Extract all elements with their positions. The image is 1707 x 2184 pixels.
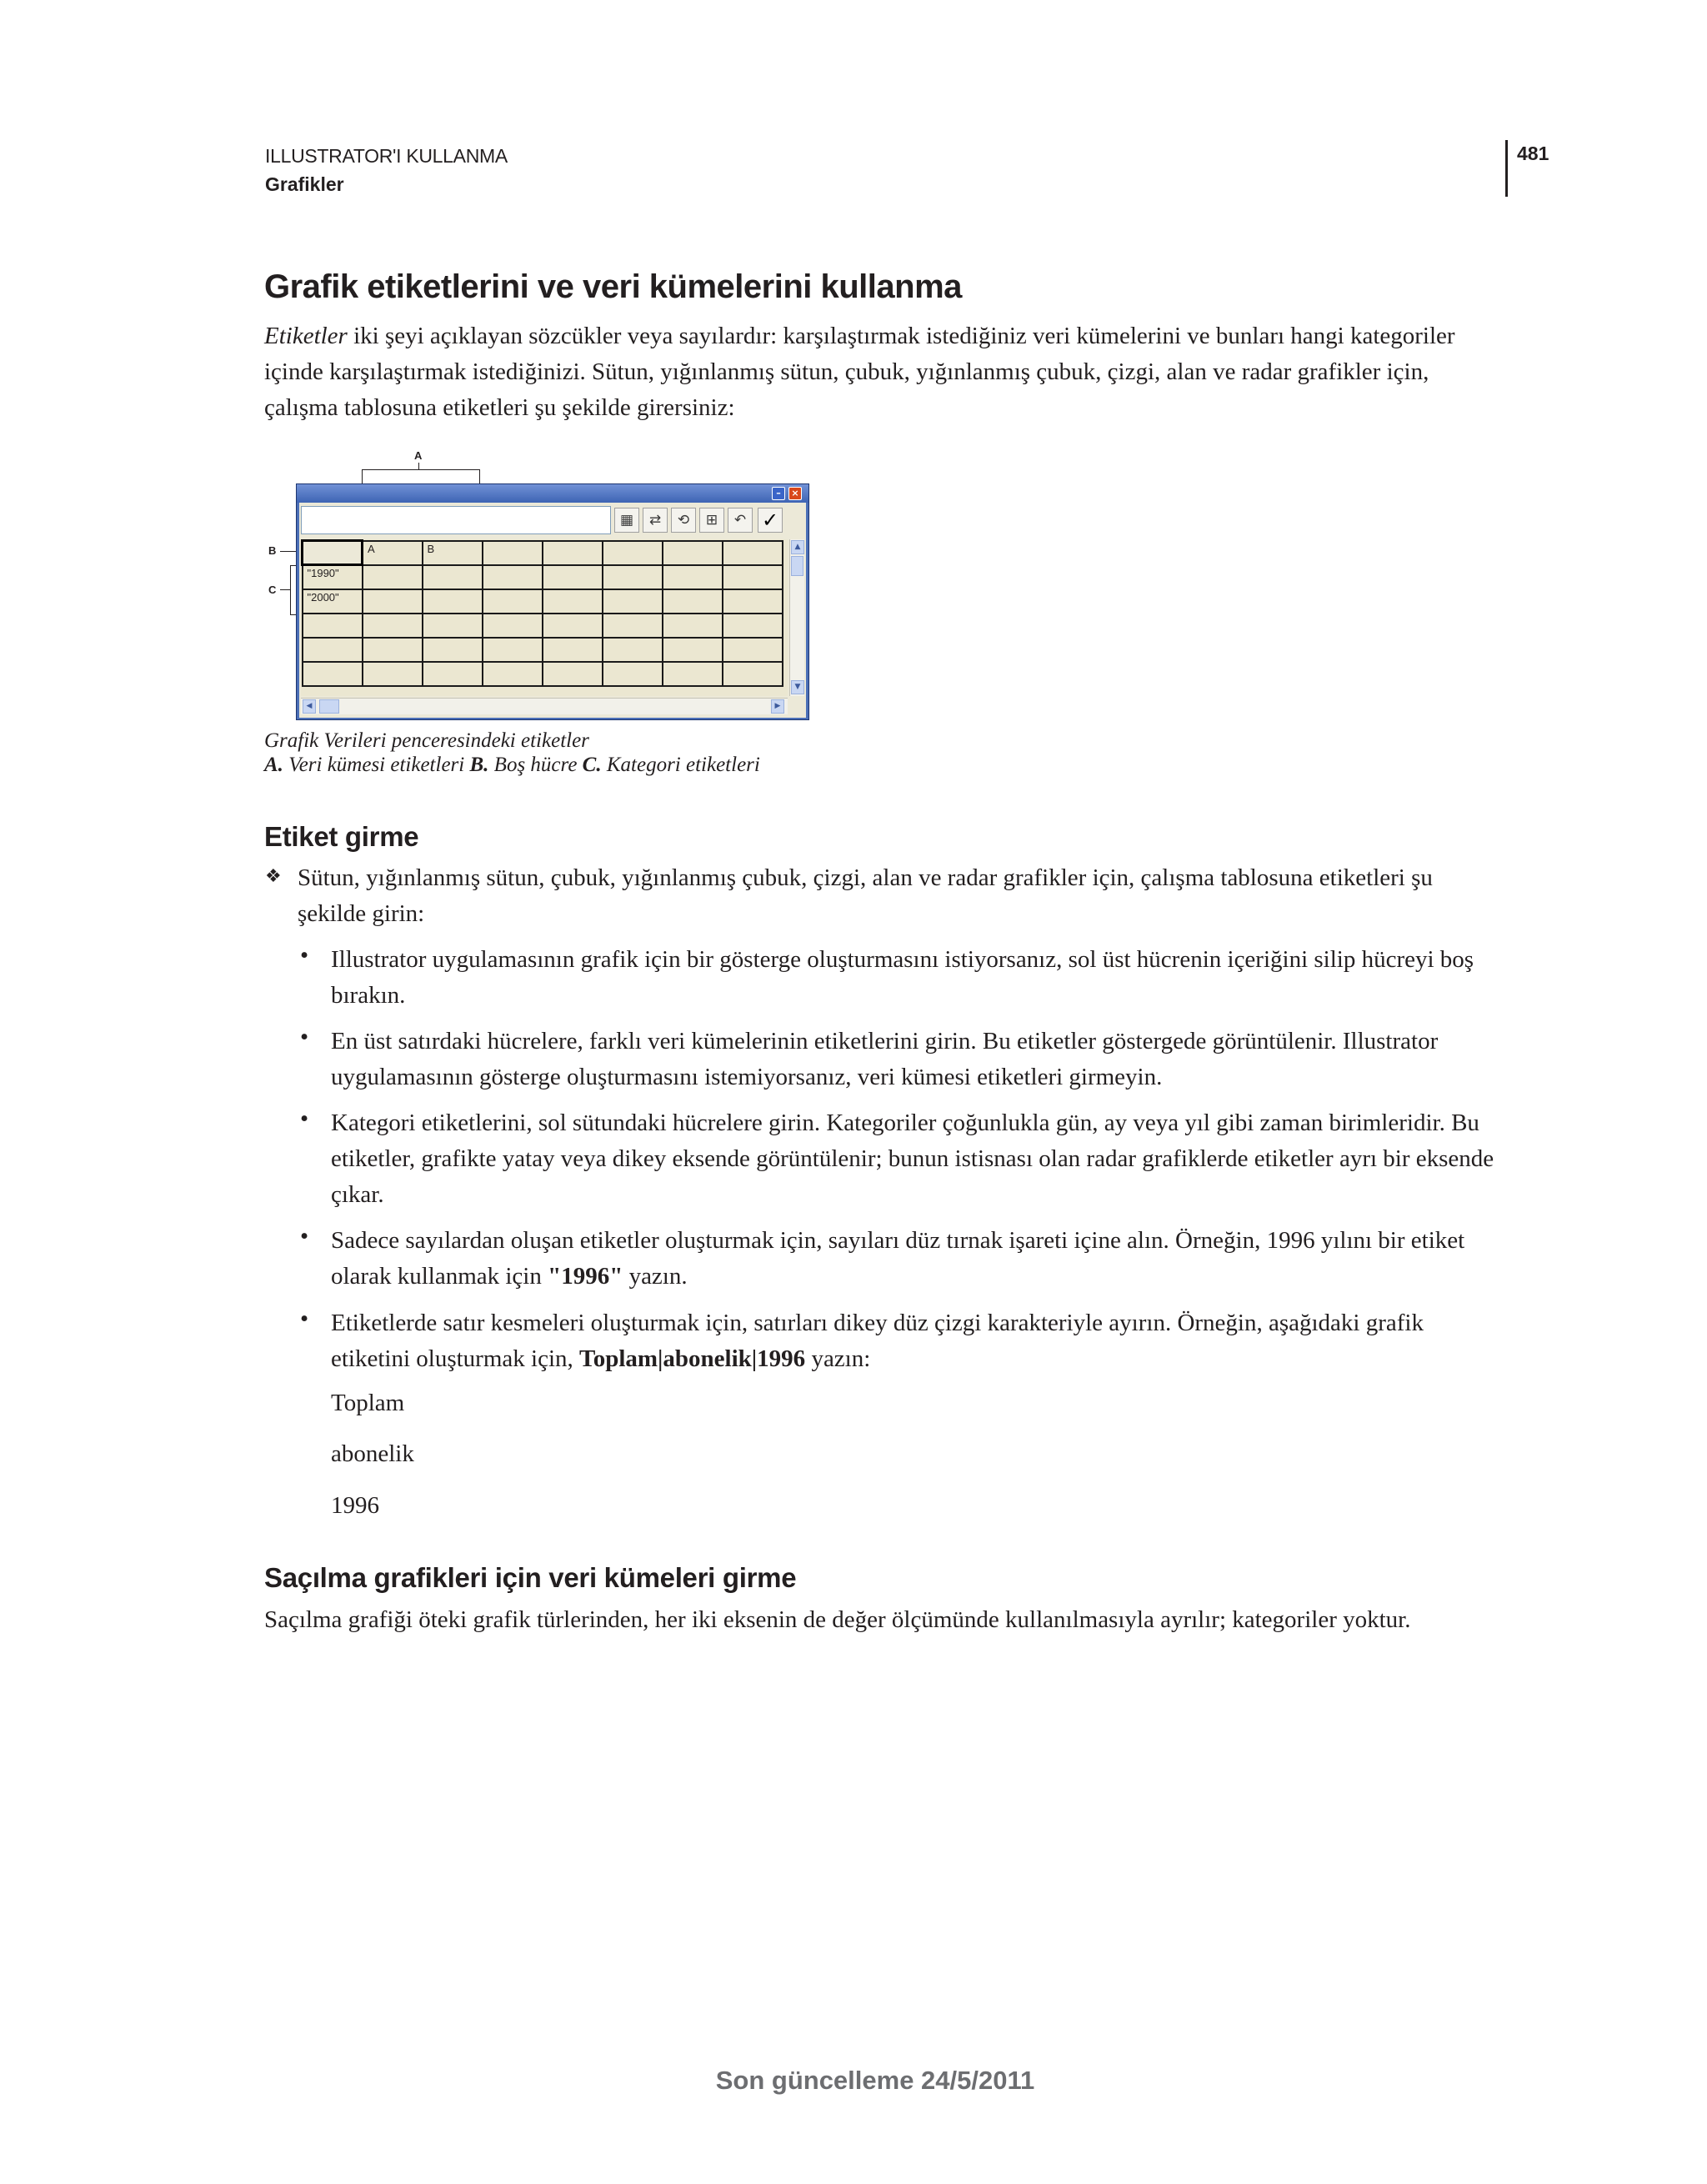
category-label-cell[interactable]: "1990" — [303, 565, 363, 589]
grid-cell[interactable] — [543, 589, 603, 614]
scroll-left-icon[interactable]: ◀ — [303, 699, 316, 714]
grid-cell[interactable] — [363, 565, 423, 589]
grid-cell[interactable] — [663, 565, 723, 589]
bullet-text: Sadece sayılardan oluşan etiketler oluşturmak için, sayıları düz tırnak işareti içine alın. Örneğin, 1996 yılını bir etiket olarak kullanmak için — [331, 1227, 1465, 1290]
grid-cell[interactable] — [423, 614, 483, 638]
grid-cell[interactable] — [423, 662, 483, 686]
grid-cell[interactable] — [423, 565, 483, 589]
grid-cell[interactable] — [483, 614, 543, 638]
scroll-up-icon[interactable]: ▲ — [791, 540, 804, 554]
horizontal-scrollbar[interactable] — [301, 698, 788, 714]
example-line: abonelik — [331, 1440, 414, 1467]
bullet-item: En üst satırdaki hücrelere, farklı veri kümelerinin etiketlerini girin. Bu etiketler göstergede görüntülenir. Illustrator uygulamasının gösterge oluşturmasını istemiyorsanız, veri kümesi etiketleri girmeyin. — [331, 1028, 1439, 1090]
transpose-row-column-icon[interactable]: ⇄ — [643, 508, 668, 533]
header-divider — [1505, 140, 1508, 197]
grid-cell[interactable] — [423, 589, 483, 614]
grid-cell[interactable] — [483, 565, 543, 589]
callout-a-leader — [418, 463, 419, 469]
section-heading-scatter: Saçılma grafikleri için veri kümeleri girme — [264, 1562, 797, 1593]
bullet-icon: • — [300, 942, 309, 969]
worksheet-grid — [301, 539, 788, 696]
footer-last-updated: Son güncelleme 24/5/2011 — [715, 2066, 1035, 2095]
intro-term: Etiketler — [264, 323, 348, 349]
window-title-bar[interactable] — [297, 484, 808, 503]
import-data-icon[interactable]: ▦ — [614, 508, 639, 533]
cell-style-icon[interactable]: ⊞ — [699, 508, 724, 533]
bullet-text: yazın. — [623, 1263, 688, 1290]
grid-cell[interactable] — [663, 589, 723, 614]
grid-cell[interactable] — [723, 541, 783, 565]
grid-cell[interactable] — [603, 565, 663, 589]
scroll-down-icon[interactable]: ▼ — [791, 680, 804, 694]
grid-cell[interactable] — [363, 638, 423, 662]
apply-checkmark-icon[interactable]: ✓ — [758, 508, 783, 533]
callout-a-bracket-top — [362, 469, 480, 470]
bullet-item: Illustrator uygulamasının grafik için bir gösterge oluşturmasını istiyorsanız, sol üst hücrenin içeriğini silip hücreyi boş bırakın. — [331, 946, 1474, 1009]
grid-cell[interactable] — [543, 541, 603, 565]
data-set-label-cell[interactable]: A — [363, 541, 423, 565]
close-icon[interactable]: × — [788, 487, 802, 500]
grid-cell[interactable] — [543, 614, 603, 638]
figure-caption-title: Grafik Verileri penceresindeki etiketler — [264, 729, 589, 752]
grid-cell[interactable] — [303, 638, 363, 662]
cell-entry-input[interactable] — [301, 506, 611, 534]
window-body — [299, 503, 806, 718]
bullet-text: Etiketlerde satır kesmeleri oluşturmak için, satırları dikey düz çizgi karakteriyle ayırın. Örneğin, aşağıdaki grafik etiketini oluşturmak için, — [331, 1310, 1424, 1372]
grid-cell[interactable] — [603, 614, 663, 638]
grid-cell[interactable] — [603, 662, 663, 686]
caption-key-a: A. — [264, 754, 283, 776]
grid-cell[interactable] — [483, 589, 543, 614]
switch-xy-icon[interactable]: ⟲ — [671, 508, 696, 533]
bullet-item: Kategori etiketlerini, sol sütundaki hücrelere girin. Kategoriler çoğunlukla gün, ay veya yıl gibi zaman birimleridir. Bu etiketler, grafikte yatay veya dikey eksende görüntülenir; bunun istisnası olan radar grafiklerde etiketler ayrı bir eksende çıkar. — [331, 1110, 1494, 1208]
bullet-icon: • — [300, 1024, 309, 1050]
intro-paragraph — [264, 318, 1506, 426]
grid-cell[interactable] — [603, 638, 663, 662]
grid-cell[interactable] — [663, 638, 723, 662]
caption-text-c: Kategori etiketleri — [601, 754, 760, 776]
grid-cell[interactable] — [663, 662, 723, 686]
step-diamond-icon: ❖ — [265, 866, 282, 887]
grid-cell[interactable] — [483, 638, 543, 662]
running-header-chapter: Grafikler — [265, 173, 344, 195]
grid-cell[interactable] — [603, 541, 663, 565]
page-number: 481 — [1517, 143, 1549, 164]
grid-cell[interactable] — [363, 589, 423, 614]
callout-c-bracket — [290, 565, 291, 615]
intro-text: iki şeyi açıklayan sözcükler veya sayılardır: karşılaştırmak istediğiniz veri kümelerini ve bunları hangi kategoriler içinde karşılaştırmak istediğinizi. Sütun, yığınlanmış sütun, çubuk, yığınlanmış çubuk, çizgi, alan ve radar grafikler için, çalışma tablosuna etiketleri şu şekilde girersiniz: — [264, 323, 1455, 421]
bullet-icon: • — [300, 1223, 309, 1250]
table-row — [303, 662, 783, 686]
table-row — [303, 565, 783, 589]
caption-key-b: B. — [469, 754, 489, 776]
worksheet-table — [301, 539, 783, 687]
grid-cell[interactable] — [363, 614, 423, 638]
grid-cell[interactable] — [723, 589, 783, 614]
table-row — [303, 541, 783, 565]
minimize-icon[interactable]: – — [772, 487, 785, 500]
scatter-paragraph: Saçılma grafiği öteki grafik türlerinden, her iki eksenin de değer ölçümünde kullanılmasıyla ayrılır; kategoriler yoktur. — [264, 1606, 1411, 1633]
callout-a: A — [414, 449, 423, 462]
grid-cell[interactable] — [663, 541, 723, 565]
bullet-code: Toplam|abonelik|1996 — [579, 1345, 806, 1372]
grid-cell[interactable] — [723, 638, 783, 662]
bullet-item — [331, 1305, 1506, 1377]
caption-key-c: C. — [582, 754, 602, 776]
grid-cell[interactable] — [603, 589, 663, 614]
grid-cell[interactable] — [483, 541, 543, 565]
grid-cell[interactable] — [543, 638, 603, 662]
callout-c: C — [268, 584, 277, 596]
grid-cell[interactable] — [543, 662, 603, 686]
grid-cell[interactable] — [543, 565, 603, 589]
empty-top-left-cell[interactable] — [303, 541, 363, 565]
grid-cell[interactable] — [483, 662, 543, 686]
grid-cell[interactable] — [423, 638, 483, 662]
bullet-code: "1996" — [548, 1263, 623, 1290]
grid-cell[interactable] — [663, 614, 723, 638]
grid-cell[interactable] — [723, 662, 783, 686]
callout-b: B — [268, 544, 277, 557]
scroll-thumb[interactable] — [791, 556, 803, 576]
running-header-title: ILLUSTRATOR'I KULLANMA — [265, 145, 508, 167]
graph-data-figure — [258, 446, 825, 721]
bullet-item — [331, 1223, 1506, 1295]
section-heading-labels: Grafik etiketlerini ve veri kümelerini kullanma — [264, 268, 962, 305]
entry-toolbar — [299, 503, 806, 538]
bullet-icon: • — [300, 1105, 309, 1132]
scroll-right-icon[interactable]: ▶ — [771, 699, 784, 714]
grid-cell[interactable] — [303, 662, 363, 686]
section-heading-enter-labels: Etiket girme — [264, 821, 419, 852]
step-paragraph: Sütun, yığınlanmış sütun, çubuk, yığınlanmış çubuk, çizgi, alan ve radar grafikler için, çalışma tablosuna etiketleri şu şekilde girin: — [298, 864, 1433, 927]
figure-caption-legend — [264, 754, 760, 777]
grid-cell[interactable] — [723, 565, 783, 589]
table-row — [303, 614, 783, 638]
caption-text-a: Veri kümesi etiketleri — [283, 754, 470, 776]
grid-cell[interactable] — [723, 614, 783, 638]
vertical-scrollbar[interactable] — [789, 539, 804, 696]
caption-text-b: Boş hücre — [488, 754, 583, 776]
bullet-icon: • — [300, 1305, 309, 1332]
callout-c-leader — [280, 589, 290, 590]
example-line: 1996 — [331, 1492, 379, 1519]
table-row — [303, 589, 783, 614]
grid-cell[interactable] — [303, 614, 363, 638]
grid-cell[interactable] — [363, 662, 423, 686]
scroll-thumb-horizontal[interactable] — [319, 699, 339, 714]
example-line: Toplam — [331, 1390, 405, 1416]
data-set-label-cell[interactable]: B — [423, 541, 483, 565]
category-label-cell[interactable]: "2000" — [303, 589, 363, 614]
table-row — [303, 638, 783, 662]
bullet-text: yazın: — [805, 1345, 871, 1372]
revert-icon[interactable]: ↶ — [728, 508, 753, 533]
graph-data-window — [296, 483, 809, 720]
